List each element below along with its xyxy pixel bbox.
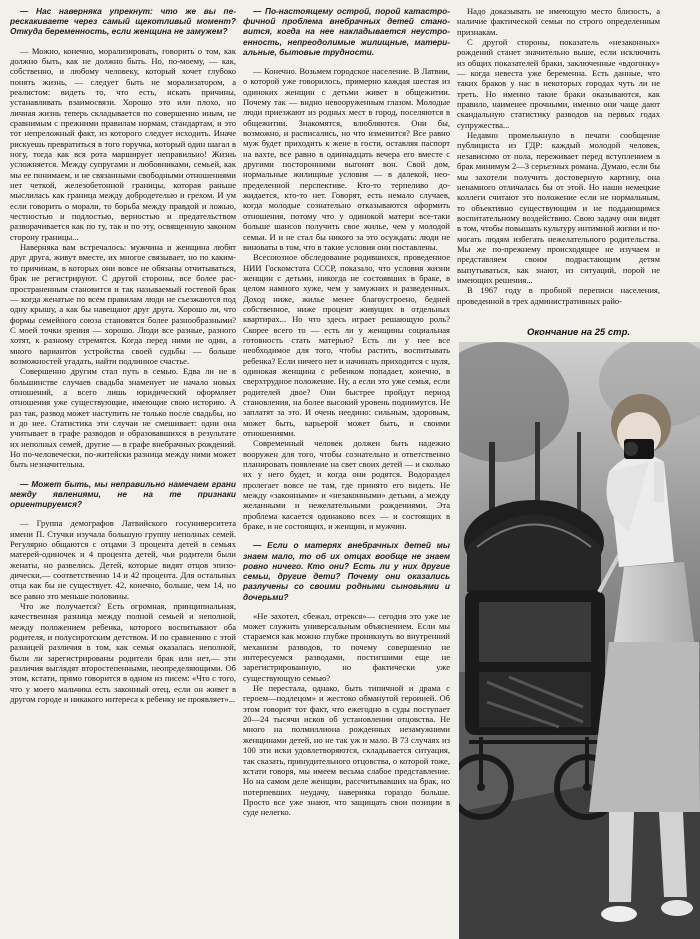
paragraph: — Группа демографов Латвийского госуниверситета имени П. Стучки изучала большую группу неполных семей. Регулярно общаются с отцами 3 процента детей в семьях матерей-одиночек и 4 процента детей, чьи родители были женаты, но развелись. Детей, которые видят отцов эпизодически,— соответственно 14 и 42 процента. Для остальных отца как бы не существует. 42, конечно, больше, чем 14, но все равно это меньше половины. [10, 518, 236, 601]
article-column-1 [10, 6, 236, 932]
paragraph: Современный человек должен быть надежно вооружен для того, чтобы сознательно и ответственно планировать появление на свет своих детей — и сколько их у него будет, и когда они родятся. Водораздел пролегает вовсе не там, где принято его видеть. Не между «законными» и «незаконными» детьми, а между желанными и нежелательными рождениями. Эта проблема касается одинаково всех — и состоящих в браке, и не состоящих, и женщин, и мужчин. [243, 438, 450, 532]
paragraph: Надо доказывать не имеющую место близость, а наличие фактической семьи по строго определенным признакам. [457, 6, 660, 37]
paragraph: Всесоюзное обследование родившихся, проведенное НИИ Госкомстата СССР, показало, что условия жизни женщин с детьми, никогда не состоявших в браке, в целом намного хуже, чем у замужних и разведенных. Доход ниже, жилье менее благоустроено, бедней собственное, ниже процент живущих в отдельных квартирах... Но что здесь играет решающую роль? Скорее всего то — есть ли у женщины социальная готовность стать матерью? Есть ли у нее все необходимое для того, чтобы растить, воспитывать ребенка? Если ничего нет и начинать приходится с нуля, одинокая женщина с ребенком попадает, конечно, в сверхтрудное положение. Ну, а если это уже семья, если родителей двое? Они быстрее пройдут период становления, на более высокий уровень поднимутся. Не заплатят за это. И очень неедино: сильным, здоровым, может быть, карьерой может быть, и своими отношениями. [243, 252, 450, 439]
paragraph: Наверняка вам встречалось: мужчина и женщина любят друг друга, живут вместе, их многое связывает, но по каким-то причинам, в которых они вовсе не обязаны отчитываться, брак не регистрируют. С другой стороны, все более распространенным становится и так называемый гостевой брак — когда женатые по всем правилам люди не съезжаются под одну крышу, а как бы навещают друг друга. Хорошо ли, что формы семейного союза становятся более разнообразными? С моей точки зрения — хорошо. Люди все разные, разного хотят, к разному стремятся. Когда перед ними не один, а много вариантов устройства своей судьбы — больше возможностей угадать, найти подлинное счастье. [10, 242, 236, 366]
paragraph: В 1967 году в пробной переписи населения, проведенной в трех административных райо- [457, 285, 660, 306]
interviewer-question: — Может быть, мы неправильно намечаем грани между явлениями, не на те признаки ориентируемся? [10, 478, 236, 510]
interviewer-question: — Нас наверняка упрекнут: что же вы перескакиваете через самый щекотливый момент? Откуда беременность, если женщина не замужем? [10, 6, 236, 37]
paragraph: «Не захотел, сбежал, отрекся»— сегодня это уже не может служить универсальным объяснением. Если мы стараемся как можно глубже проникнуть во внутренний механизм разводов, то почему совершенно не интересуемся разводами, постигшими еще не зарегистрированную, но фактически уже существующую семью? [243, 610, 450, 683]
paragraph: Недавно промелькнуло в печати сообщение публициста из ГДР: каждый молодой человек, независимо от пола, переживает перед вступлением в брак минимум 2—3 серьезных романа. Думаю, если бы мы захотели получить достоверную картину, она ненамного отличалась бы от этой. Но наши немецкие коллеги считают это положение если не нормальным, то объективно существующим и не поддающимся воспитательному воздействию. Свою задачу они видят в том, чтобы повышать культуру интимной жизни и помогать людям избегать нежелательного родительства. Мы же по-прежнему происходящее не изучаем и представляем своим подрастающим детям выпутываться, как знают, из ситуаций, порой не имеющих решения... [457, 130, 660, 285]
paragraph: С другой стороны, показатель «незаконных» рождений станет значительно выше, если исключить из общих показателей браки, заключенные «вдогонку» — когда невеста уже беременна. Есть данные, что таких браков у нас в некоторых городах чуть ли не треть. Но именно такие браки оказываются, как правило, наименее прочными, именно они чаще дают скандальную статистику разводов на первых годах супружества... [457, 37, 660, 130]
article-column-3 [457, 6, 660, 340]
interviewer-question: — По-настоящему острой, порой катастрофичной проблема внебрачных детей становится, когда на нее накладывается неустроенность, непреодолимые жилищные, материальные, бытовые трудности. [243, 6, 450, 57]
continuation-note: Окончание на 25 стр. [526, 327, 631, 338]
photo-woman-with-camera-and-pram [459, 342, 700, 939]
paragraph: Совершенно другим стал путь в семью. Едва ли не в большинстве случаев свадьба знаменует не начало новых отношений, а всего лишь юридический оформляет отношения уже существующие, имеющие свою историю. А раз так, развод может наступить не только после свадьбы, но и до нее. Статистика эти случаи не смешивает: одни она учитывает в графе разводов и образовавшихся в результате их неполных семей, другие — в графе внебрачных рождений. Но по-человечески, по-житейски разница между ними может быть незначительна. [10, 366, 236, 470]
paragraph: — Конечно. Возьмем городское население. В Латвии, о которой уже говорилось, примерно каждая шестая из одиноких женщин с детьми живет в общежитии. Почему так — видно невооруженным глазом. Молодые люди приезжают из родных мест в город, поселяются в общежитии. Знакомятся, влюбляются. Они бы, возможно, и расписались, но что изменится? Все равно муж будет приходить к жене в гости, оставляя паспорт на вахте, все равно в одиннадцать вечера его вместе с другими посторонними выгонят вон. Свой дом, нормальные жилищные условия — в далекой, неопределенной перспективе. Кто-то терпеливо дожидается, кто-то нет. Говорят, есть немало случаев, когда молодые сознательно отказываются оформить отношения, потому что у одинокой матери все-таки больше шансов получить свое жилье, чем у молодой семьи. И и не стал бы никого за это осуждать: люди не виноваты в том, что в такие условия они поставлены. [243, 66, 450, 252]
interviewer-question: — Если о матерях внебрачных детей мы знаем мало, то об их отцах вообще не знаем ровно ничего. Кто они? Есть ли у них другие семьи, другие дети? Почему они оказались разлучены со своими родными сыновьями и дочерьми? [243, 540, 450, 602]
article-column-2 [243, 6, 450, 932]
paragraph: — Можно, конечно, морализировать, говорить о том, как должно быть, как не должно быть. Но, по-моему, — как, собственно, и любому человеку, который хочет глубоко понять жизнь, — следует быть не морализатором, а реалистом: видеть то, что есть, искать причины, устанавливать взаимосвязи. Хорошо это или плохо, но личная жизнь теперь складывается по совершенно иным, не сравнимым с прежними правилам нормам, стандартам, и это тот непреложный факт, из которого следует исходить. Иначе рискуешь превратиться в того горучка, который один шагал в ногу, тогда как вся рота марширует неправильно! Жизнь усложняется. Между супругами и любовниками, семьей, как мы ее понимаем, и не связанными свободными отношениями нет четкой, железобетонной границы, которая раньше мыслилась как граница между добродетелью и грехом. И ум если говорить о морали, то борьба между правдой и ложью, честностью и подлостью, верностью и предательством разворачивается как по ту, так и по эту, освященную законом сторону границы... [10, 45, 236, 242]
photo-illustration [459, 342, 700, 939]
paragraph: Не перестала, однако, быть типичной и драма с героем—подлецом» и жестоко обманутой героиней. Об этом говорит тот факт, что ежегодно в суды поступает 20—24 тысячи исков об установлении отцовства. Не много на полмиллиона рожденных незамужними женщинами детей, но не так уж и мало. В 73 случаях из 100 эти иски удовлетворяются, складывается ситуация, так сказать, принудительного отцовства, о которой тоже, кстати говоря, мы имеем весьма слабое представление. Но на самом деле женщин, рассчитывавших на брак, но потерпевших неудачу, наверняка гораздо больше. Просто все уже знают, что защищать свои позиции в суде нелегко. [243, 683, 450, 818]
paragraph: Что же получается? Есть огромная, принципиальная, качественная разница между полной семьей и неполной, между положением ребенка, которого воспитывают оба родителя, и полусиротским детством. И по сравнению с этой разницей различия в том, как семья оказалась неполной, были ли зарегистрированы родители брак или нет,— эти различия выглядят второстепенными, неопределяющими. Об этом, кстати, прямо говорится в одном из писем: «Что с того, что у моего мальчика есть законный отец, если он живет в другом городе и никакого интереса к ребенку не проявляет»... [10, 601, 236, 705]
